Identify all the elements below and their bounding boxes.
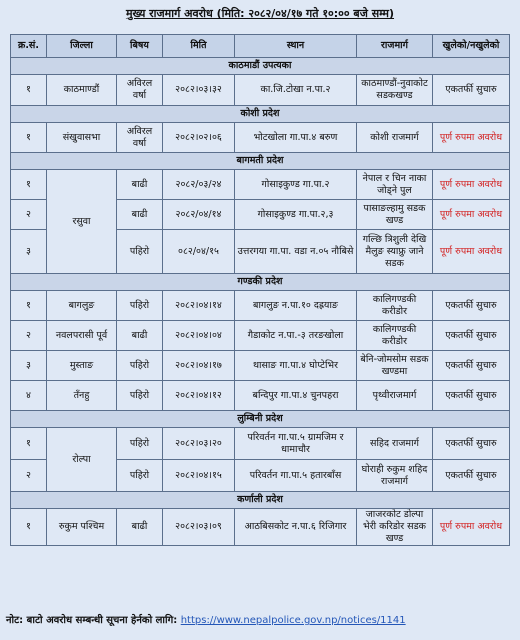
cell-subject: पहिरो bbox=[117, 428, 163, 460]
cell-status: एकतर्फी सुचारु bbox=[433, 291, 510, 321]
cell-date: २०८२।०४।०४ bbox=[163, 321, 235, 351]
cell-district: रसुवा bbox=[47, 170, 117, 274]
cell-place: का.जि.टोखा न.पा.२ bbox=[235, 75, 357, 106]
cell-date: २०८२।०३।३२ bbox=[163, 75, 235, 106]
header-place: स्थान bbox=[235, 35, 357, 58]
cell-place: परिवर्तन गा.पा.५ हतारबाँस bbox=[235, 460, 357, 492]
cell-district: नवलपरासी पूर्व bbox=[47, 321, 117, 351]
page-title: मुख्य राजमार्ग अवरोध (मिति: २०८२/०४/१७ गते १०:०० बजे सम्म) bbox=[125, 7, 395, 20]
cell-sn: १ bbox=[11, 170, 47, 200]
cell-sn: २ bbox=[11, 200, 47, 230]
region-kathmandu-valley: काठमाडौं उपत्यका bbox=[11, 58, 510, 75]
cell-date: २०८२।०४।१७ bbox=[163, 351, 235, 381]
cell-sn: २ bbox=[11, 460, 47, 492]
table-row bbox=[11, 170, 510, 200]
table-row bbox=[11, 428, 510, 460]
cell-status: एकतर्फी सुचारु bbox=[433, 381, 510, 411]
cell-status: पूर्ण रुपमा अवरोध bbox=[433, 170, 510, 200]
cell-sn: १ bbox=[11, 123, 47, 153]
cell-district: तँनहु bbox=[47, 381, 117, 411]
region-gandaki: गण्डकी प्रदेश bbox=[11, 274, 510, 291]
cell-subject: पहिरो bbox=[117, 460, 163, 492]
cell-place: बन्दिपुर गा.पा.४ चुनपहरा bbox=[235, 381, 357, 411]
cell-place: गोसाइकुण्ड गा.पा.२,३ bbox=[235, 200, 357, 230]
region-row bbox=[11, 106, 510, 123]
cell-date: २०८२।०४।१५ bbox=[163, 460, 235, 492]
cell-subject: बाढी bbox=[117, 170, 163, 200]
cell-place: भोटखोला गा.पा.४ बरुण bbox=[235, 123, 357, 153]
table-row bbox=[11, 381, 510, 411]
note-label: नोट: बाटो अवरोध सम्बन्धी सूचना हेर्नको लागि: bbox=[6, 615, 181, 626]
cell-highway: जाजरकोट डोल्पा भेरी करिडोर सडक खण्ड bbox=[357, 509, 433, 546]
cell-status: एकतर्फी सुचारु bbox=[433, 351, 510, 381]
header-highway: राजमार्ग bbox=[357, 35, 433, 58]
header-district: जिल्ला bbox=[47, 35, 117, 58]
region-row bbox=[11, 153, 510, 170]
cell-district: रोल्पा bbox=[47, 428, 117, 492]
cell-highway: नेपाल र चिन नाका जोड्ने पुल bbox=[357, 170, 433, 200]
header-sn: क्र.सं. bbox=[11, 35, 47, 58]
cell-status: पूर्ण रुपमा अवरोध bbox=[433, 200, 510, 230]
cell-highway: बेनि-जोमसोम सडक खण्डमा bbox=[357, 351, 433, 381]
cell-status: पूर्ण रुपमा अवरोध bbox=[433, 509, 510, 546]
cell-highway: पृथ्वीराजमार्ग bbox=[357, 381, 433, 411]
region-row bbox=[11, 411, 510, 428]
highway-obstruction-table bbox=[10, 34, 510, 546]
cell-highway: घोराही रुकुम शहिद राजमार्ग bbox=[357, 460, 433, 492]
cell-highway: कालिगण्डकी करीडोर bbox=[357, 321, 433, 351]
cell-status: एकतर्फी सुचारु bbox=[433, 75, 510, 106]
table-row bbox=[11, 321, 510, 351]
cell-highway: कालिगण्डकी करीडोर bbox=[357, 291, 433, 321]
cell-sn: ४ bbox=[11, 381, 47, 411]
cell-subject: बाढी bbox=[117, 200, 163, 230]
cell-subject: पहिरो bbox=[117, 351, 163, 381]
cell-place: बागलुङ न.पा.१० दह्रयाङ bbox=[235, 291, 357, 321]
cell-sn: १ bbox=[11, 291, 47, 321]
cell-date: २०८२।०३।२० bbox=[163, 428, 235, 460]
cell-status: एकतर्फी सुचारु bbox=[433, 460, 510, 492]
table-row bbox=[11, 351, 510, 381]
cell-highway: कोशी राजमार्ग bbox=[357, 123, 433, 153]
cell-sn: १ bbox=[11, 509, 47, 546]
cell-place: आठबिसकोट न.पा.६ रिजिगार bbox=[235, 509, 357, 546]
cell-place: गैडाकोट न.पा.-३ तरङखोला bbox=[235, 321, 357, 351]
cell-date: २०८२।०२।०६ bbox=[163, 123, 235, 153]
cell-place: गोसाइकुण्ड गा.पा.२ bbox=[235, 170, 357, 200]
table-row bbox=[11, 509, 510, 546]
cell-subject: पहिरो bbox=[117, 230, 163, 274]
cell-subject: पहिरो bbox=[117, 381, 163, 411]
cell-date: ०८२/०४/१५ bbox=[163, 230, 235, 274]
cell-district: रुकुम पश्चिम bbox=[47, 509, 117, 546]
header-date: मिति bbox=[163, 35, 235, 58]
header-status: खुलेको/नखुलेको bbox=[433, 35, 510, 58]
table-row bbox=[11, 123, 510, 153]
cell-date: २०८२।०४।१२ bbox=[163, 381, 235, 411]
cell-place: उत्तरगया गा.पा. वडा न.०५ नौबिसे bbox=[235, 230, 357, 274]
region-koshi: कोशी प्रदेश bbox=[11, 106, 510, 123]
cell-sn: ३ bbox=[11, 230, 47, 274]
cell-status: पूर्ण रुपमा अवरोध bbox=[433, 123, 510, 153]
cell-date: २०८२।०३।०९ bbox=[163, 509, 235, 546]
region-row bbox=[11, 492, 510, 509]
region-row bbox=[11, 274, 510, 291]
cell-status: एकतर्फी सुचारु bbox=[433, 428, 510, 460]
cell-district: काठमाण्डौं bbox=[47, 75, 117, 106]
table-row bbox=[11, 75, 510, 106]
region-karnali: कर्णाली प्रदेश bbox=[11, 492, 510, 509]
cell-highway: पासाङल्हामु सडक खण्ड bbox=[357, 200, 433, 230]
cell-sn: १ bbox=[11, 75, 47, 106]
region-bagmati: बागमती प्रदेश bbox=[11, 153, 510, 170]
cell-status: एकतर्फी सुचारु bbox=[433, 321, 510, 351]
cell-place: थासाङ गा.पा.४ घोप्टेभिर bbox=[235, 351, 357, 381]
cell-date: २०८२/०३/२४ bbox=[163, 170, 235, 200]
cell-subject: अविरल वर्षा bbox=[117, 123, 163, 153]
cell-district: संखुवासभा bbox=[47, 123, 117, 153]
cell-sn: १ bbox=[11, 428, 47, 460]
cell-place: परिवर्तन गा.पा.५ ग्रामजिम र धामाचौर bbox=[235, 428, 357, 460]
cell-status: पूर्ण रुपमा अवरोध bbox=[433, 230, 510, 274]
table-row bbox=[11, 291, 510, 321]
cell-highway: सहिद राजमार्ग bbox=[357, 428, 433, 460]
cell-date: २०८२/०४/१४ bbox=[163, 200, 235, 230]
cell-highway: काठमाण्डौं-नुवाकोट सडकखण्ड bbox=[357, 75, 433, 106]
region-lumbini: लुम्बिनी प्रदेश bbox=[11, 411, 510, 428]
cell-district: मुस्ताङ bbox=[47, 351, 117, 381]
cell-subject: पहिरो bbox=[117, 291, 163, 321]
cell-highway: गल्छि त्रिशुली देखि मैलुङ स्याफ्रु जाने सडक bbox=[357, 230, 433, 274]
footer-note bbox=[6, 612, 406, 626]
cell-sn: ३ bbox=[11, 351, 47, 381]
notice-link[interactable]: https://www.nepalpolice.gov.np/notices/1141 bbox=[180, 615, 406, 626]
cell-subject: बाढी bbox=[117, 509, 163, 546]
cell-subject: अविरल वर्षा bbox=[117, 75, 163, 106]
table-header-row bbox=[11, 35, 510, 58]
cell-sn: २ bbox=[11, 321, 47, 351]
cell-date: २०८२।०४।१४ bbox=[163, 291, 235, 321]
region-row bbox=[11, 58, 510, 75]
cell-district: बागलुङ bbox=[47, 291, 117, 321]
cell-subject: बाढी bbox=[117, 321, 163, 351]
header-subject: बिषय bbox=[117, 35, 163, 58]
